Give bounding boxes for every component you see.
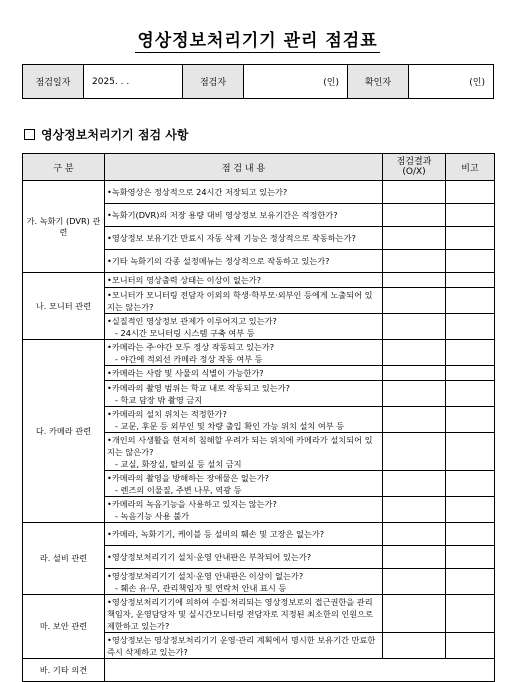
header-note: 비고	[446, 154, 495, 181]
date-field[interactable]: 2025. . .	[84, 65, 183, 99]
note-cell[interactable]	[446, 633, 495, 659]
category-cell: 가. 녹화기 (DVR) 관련	[23, 181, 105, 273]
check-item: •녹화영상은 정상적으로 24시간 저장되고 있는가?	[105, 181, 383, 204]
check-item: •모니터의 영상출력 상태는 이상이 없는가?	[105, 273, 383, 288]
header-row	[23, 154, 495, 181]
result-cell[interactable]	[383, 250, 446, 273]
result-cell[interactable]	[383, 288, 446, 314]
table-row	[23, 523, 495, 546]
result-cell[interactable]	[383, 595, 446, 633]
category-cell: 바. 기타 의견	[23, 659, 105, 682]
note-cell[interactable]	[446, 181, 495, 204]
note-cell[interactable]	[446, 595, 495, 633]
confirmer-label: 확인자	[348, 65, 409, 99]
check-item	[105, 569, 383, 595]
table-row	[23, 340, 495, 366]
note-cell[interactable]	[446, 471, 495, 497]
inspector-field[interactable]: (인)	[244, 65, 348, 99]
note-cell[interactable]	[446, 340, 495, 366]
note-cell[interactable]	[446, 381, 495, 407]
check-item	[105, 497, 383, 523]
checklist-table	[22, 153, 495, 682]
check-item-sub: - 훼손 유·무, 관리책임자 및 연락처 안내 표시 등	[115, 582, 287, 593]
check-item-text: •카메라의 설치 위치는 적정한가?	[107, 408, 227, 419]
check-item-text: •카메라의 촬영 범위는 학교 내로 작동되고 있는가?	[107, 382, 290, 393]
note-cell[interactable]	[446, 407, 495, 433]
check-item	[105, 471, 383, 497]
check-item-sub: - 교실, 화장실, 탈의실 등 설치 금지	[115, 458, 242, 469]
check-item: •영상정보는 영상정보처리기기 운영·관리 계획에서 명시한 보유기간 만료한 즉시 삭제하고 있는가?	[105, 633, 383, 659]
check-item	[105, 381, 383, 407]
other-opinion-field[interactable]	[105, 659, 495, 682]
check-item-text: •실질적인 영상정보 관제가 이루어지고 있는가?	[107, 315, 277, 326]
result-cell[interactable]	[383, 181, 446, 204]
table-row	[23, 273, 495, 288]
check-item	[105, 340, 383, 366]
page-title	[0, 26, 515, 51]
check-item-sub: - 24시간 모니터링 시스템 구축 여부 등	[115, 327, 255, 338]
result-cell[interactable]	[383, 433, 446, 471]
confirmer-field[interactable]: (인)	[409, 65, 494, 99]
section-title-text: 영상정보처리기기 점검 사항	[41, 128, 189, 142]
result-cell[interactable]	[383, 273, 446, 288]
note-cell[interactable]	[446, 227, 495, 250]
check-item: •카메라, 녹화기기, 케이블 등 설비의 훼손 및 고장은 없는가?	[105, 523, 383, 546]
check-item-text: •영상정보처리기기 설치·운영 안내판은 이상이 없는가?	[107, 570, 304, 581]
result-cell[interactable]	[383, 633, 446, 659]
check-item-sub: - 교문, 후문 등 외부인 및 차량 출입 확인 가능 위치 설치 여부 등	[115, 420, 345, 431]
check-item	[105, 407, 383, 433]
note-cell[interactable]	[446, 288, 495, 314]
note-cell[interactable]	[446, 273, 495, 288]
header-category: 구 분	[23, 154, 105, 181]
check-item: •기타 녹화기의 각종 설정메뉴는 정상적으로 작동하고 있는가?	[105, 250, 383, 273]
category-cell: 다. 카메라 관련	[23, 340, 105, 523]
square-bullet-icon	[24, 129, 35, 140]
table-row	[23, 595, 495, 633]
result-cell[interactable]	[383, 471, 446, 497]
result-cell[interactable]	[383, 204, 446, 227]
result-cell[interactable]	[383, 407, 446, 433]
check-item-sub: - 학교 담장 밖 촬영 금지	[115, 394, 203, 405]
check-item-text: •카메라의 녹음기능을 사용하고 있지는 않는가?	[107, 498, 277, 509]
result-cell[interactable]	[383, 523, 446, 546]
result-cell[interactable]	[383, 340, 446, 366]
check-item: •카메라는 사람 및 사물의 식별이 가능한가?	[105, 366, 383, 381]
check-item: •영상정보처리기기에 의하여 수집·처리되는 영상정보로의 접근권한을 관리책임자, 운영담당자 및 실시간모니터링 전담자로 지정된 최소한의 인원으로 제한하고 있는가?	[105, 595, 383, 633]
check-item: •영상정보 보유기간 만료시 자동 삭제 기능은 정상적으로 작동하는가?	[105, 227, 383, 250]
note-cell[interactable]	[446, 497, 495, 523]
category-cell: 마. 보안 관련	[23, 595, 105, 659]
page-title-text: 영상정보처리기기 관리 점검표	[137, 31, 378, 51]
check-item-sub: - 야간에 적외선 카메라 정상 작동 여부 등	[115, 353, 263, 364]
note-cell[interactable]	[446, 250, 495, 273]
check-item	[105, 433, 383, 471]
result-cell[interactable]	[383, 366, 446, 381]
table-row	[23, 181, 495, 204]
info-row	[23, 65, 494, 99]
category-cell: 나. 모니터 관련	[23, 273, 105, 340]
check-item: •모니터가 모니터링 전담자 이외의 학생·학부모·외부인 등에게 노출되어 있지는 않는가?	[105, 288, 383, 314]
result-cell[interactable]	[383, 314, 446, 340]
header-result: 점검결과 (O/X)	[383, 154, 446, 181]
note-cell[interactable]	[446, 433, 495, 471]
table-row	[23, 659, 495, 682]
result-cell[interactable]	[383, 227, 446, 250]
result-cell[interactable]	[383, 381, 446, 407]
check-item-text: •카메라의 촬영을 방해하는 장애물은 없는가?	[107, 472, 269, 483]
check-item-sub: - 렌즈의 이물질, 주변 나무, 역광 등	[115, 484, 242, 495]
note-cell[interactable]	[446, 523, 495, 546]
result-cell[interactable]	[383, 497, 446, 523]
header-content: 점 검 내 용	[105, 154, 383, 181]
check-item-sub: - 녹음기능 사용 불가	[115, 510, 190, 521]
result-cell[interactable]	[383, 546, 446, 569]
check-item: •영상정보처리기기 설치·운영 안내판은 부착되어 있는가?	[105, 546, 383, 569]
note-cell[interactable]	[446, 366, 495, 381]
note-cell[interactable]	[446, 314, 495, 340]
category-cell: 라. 설비 관련	[23, 523, 105, 595]
info-table	[22, 64, 494, 99]
note-cell[interactable]	[446, 204, 495, 227]
note-cell[interactable]	[446, 569, 495, 595]
result-cell[interactable]	[383, 569, 446, 595]
note-cell[interactable]	[446, 546, 495, 569]
check-item-text: •카메라는 주·야간 모두 정상 작동되고 있는가?	[107, 341, 275, 352]
check-item: •녹화기(DVR)의 저장 용량 대비 영상정보 보유기간은 적정한가?	[105, 204, 383, 227]
inspector-label: 점검자	[183, 65, 244, 99]
section-title	[24, 126, 188, 143]
check-item-text: •개인의 사생활을 현저히 침해할 우려가 되는 위치에 카메라가 설치되어 있지는 않은가?	[107, 434, 373, 457]
check-item	[105, 314, 383, 340]
date-label: 점검일자	[23, 65, 84, 99]
